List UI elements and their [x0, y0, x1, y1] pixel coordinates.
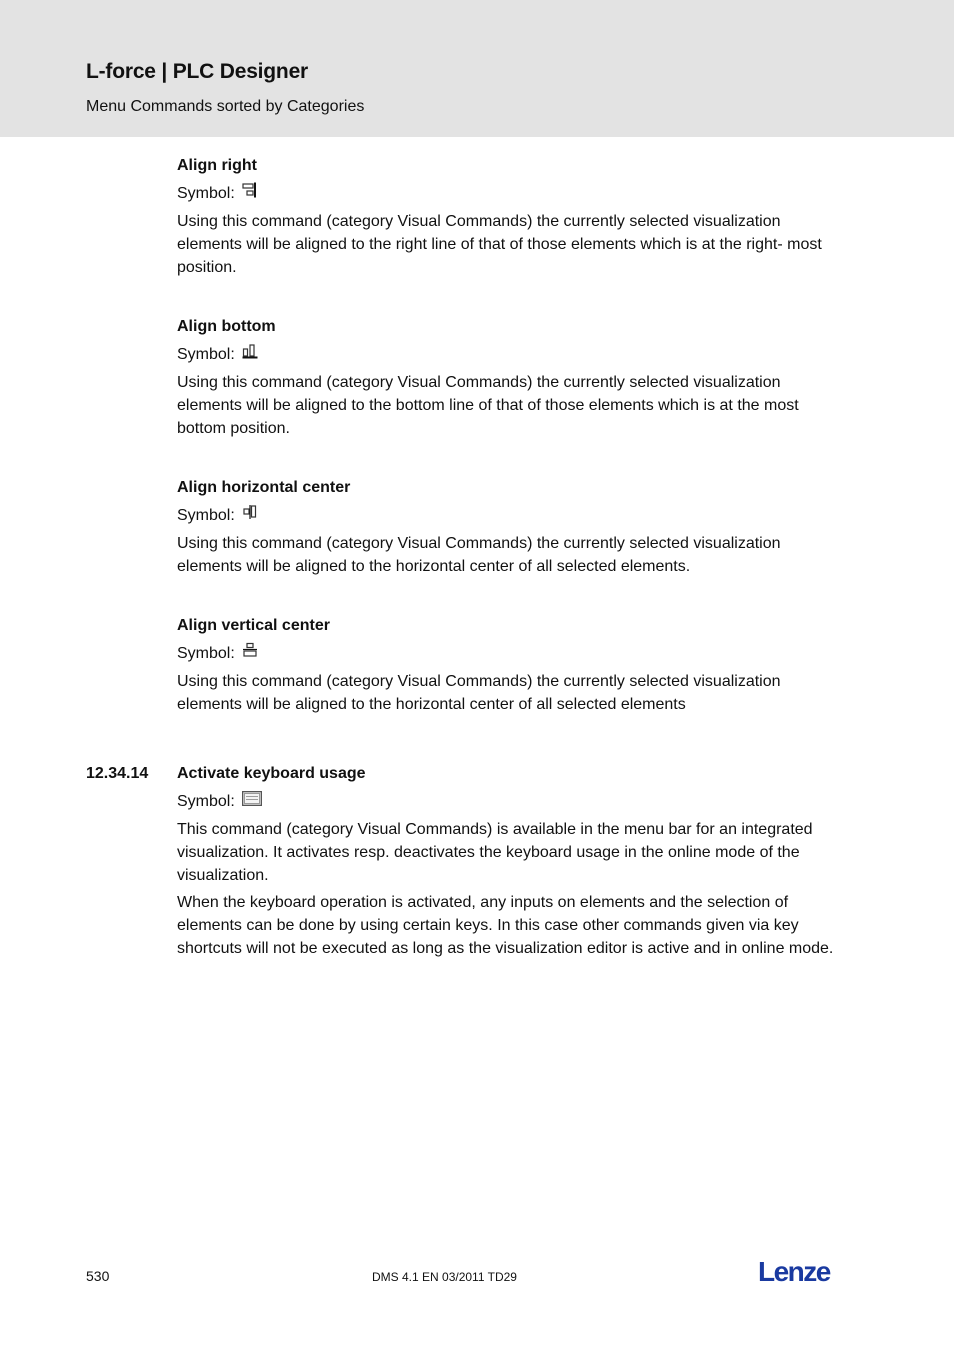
section-heading: Align horizontal center: [177, 479, 351, 496]
symbol-label: Symbol:: [177, 185, 235, 202]
section-align-horizontal-center: [177, 476, 842, 578]
align-horizontal-center-icon: [242, 504, 258, 527]
section-heading: Align vertical center: [177, 617, 330, 634]
section-paragraph: Using this command (category Visual Commands) the currently selected visualization elements will be aligned to the horizontal center of all selected elements: [177, 673, 781, 713]
symbol-row: [177, 343, 842, 366]
symbol-row: [177, 182, 842, 205]
section-heading: Align bottom: [177, 318, 276, 335]
section-paragraph: Using this command (category Visual Commands) the currently selected visualization elements will be aligned to the bottom line of that of those elements which is at the most bottom position.: [177, 374, 799, 437]
symbol-label: Symbol:: [177, 346, 235, 363]
document-reference: DMS 4.1 EN 03/2011 TD29: [372, 1270, 517, 1284]
page-header: [0, 0, 954, 137]
section-align-right: [177, 154, 842, 279]
symbol-row: [177, 504, 842, 527]
symbol-label: Symbol:: [177, 645, 235, 662]
section-heading: Align right: [177, 157, 257, 174]
symbol-label: Symbol:: [177, 793, 235, 810]
document-title: L-force | PLC Designer: [86, 60, 309, 83]
align-bottom-icon: [242, 343, 258, 366]
section-paragraph: This command (category Visual Commands) is available in the menu bar for an integrated visualization. It activates resp. deactivates the keyboard usage in the online mode of the visualization.: [177, 821, 813, 884]
lenze-logo: [758, 1258, 838, 1291]
section-align-bottom: [177, 315, 842, 440]
align-vertical-center-icon: [242, 642, 258, 665]
align-right-icon: [242, 182, 258, 205]
page-number: 530: [86, 1268, 110, 1284]
section-paragraph: When the keyboard operation is activated, any inputs on elements and the selection of elements can be done by using certain keys. In this case other commands given via key shortcuts will not be executed as long as the visualization editor is active and in online mode.: [177, 894, 834, 957]
symbol-row: [177, 790, 842, 813]
section-paragraph: Using this command (category Visual Commands) the currently selected visualization elements will be aligned to the right line of that of those elements which is at the right- most position.: [177, 213, 822, 276]
section-paragraph: Using this command (category Visual Commands) the currently selected visualization elements will be aligned to the horizontal center of all selected elements.: [177, 535, 781, 575]
document-subtitle: Menu Commands sorted by Categories: [86, 98, 365, 115]
symbol-row: [177, 642, 842, 665]
section-number: 12.34.14: [86, 765, 149, 782]
section-activate-keyboard-usage: [177, 762, 842, 960]
symbol-label: Symbol:: [177, 507, 235, 524]
section-heading: Activate keyboard usage: [177, 765, 366, 782]
keyboard-icon: [242, 790, 262, 813]
section-align-vertical-center: [177, 614, 842, 716]
logo-text: Lenze: [758, 1258, 830, 1286]
